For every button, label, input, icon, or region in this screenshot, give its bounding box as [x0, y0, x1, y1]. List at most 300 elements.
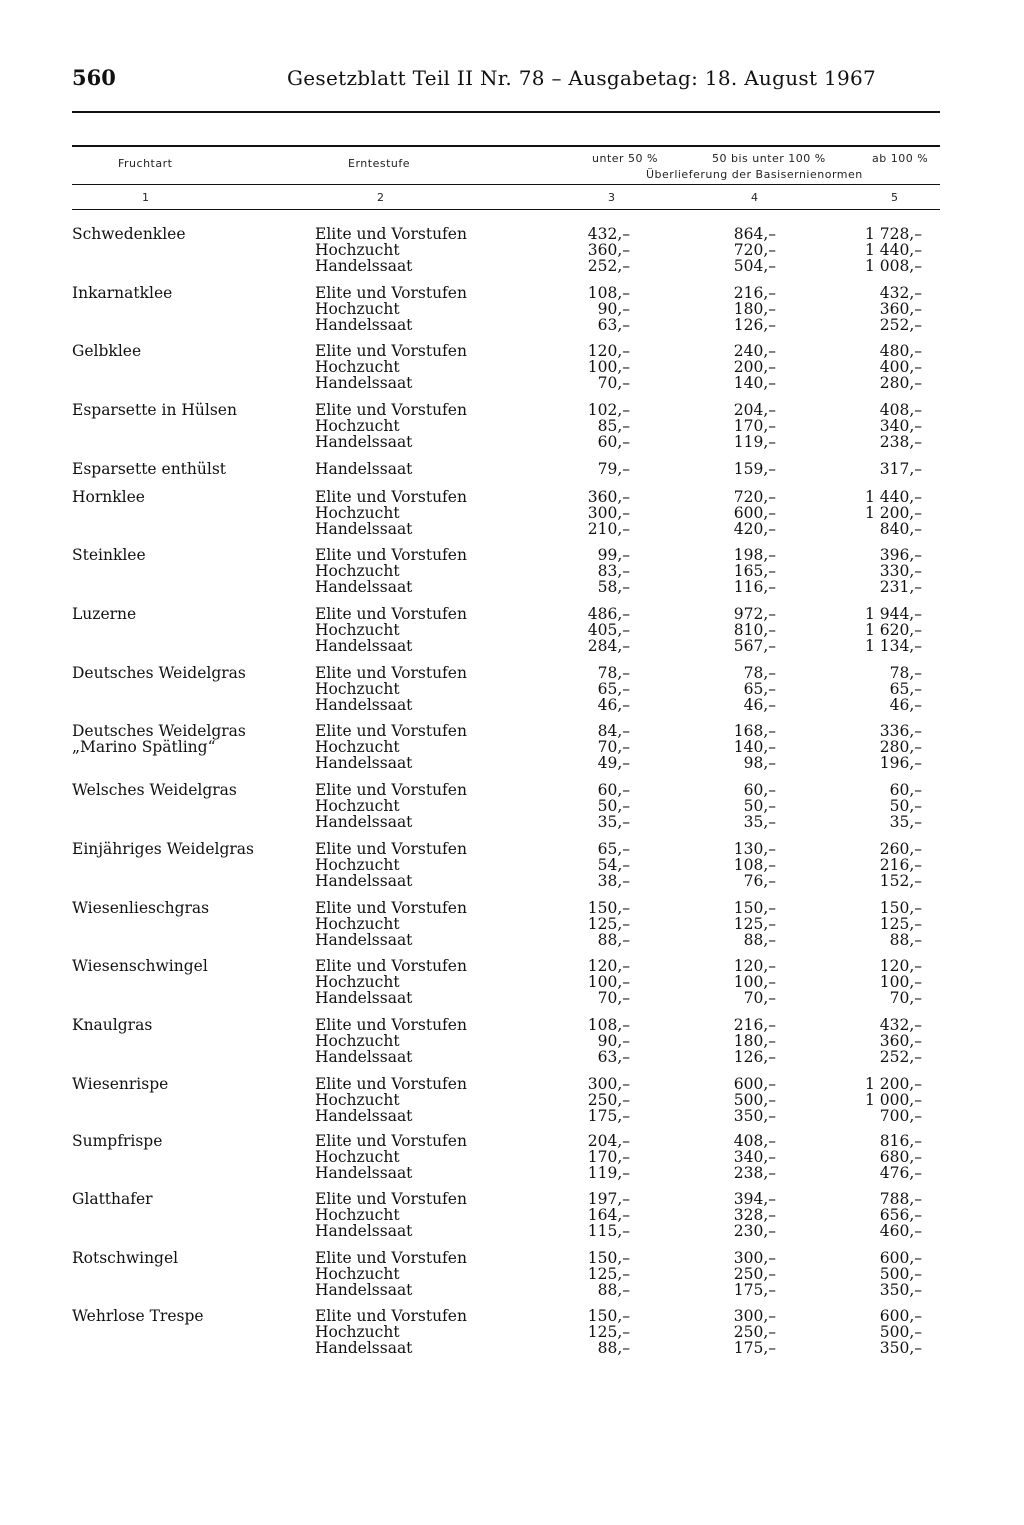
- harvest-stage: Handelssaat: [315, 637, 413, 655]
- value-under-50-column: [540, 1308, 630, 1356]
- crop-name: [72, 606, 302, 622]
- value-from-100: 317,–: [879, 460, 922, 478]
- col-number-3: 3: [608, 191, 615, 204]
- value-50-to-100-column: [690, 723, 776, 771]
- value-from-100-column: [830, 489, 922, 537]
- harvest-stage: Hochzucht: [315, 1148, 400, 1166]
- harvest-stage: Handelssaat: [315, 578, 413, 596]
- value-under-50-column: [540, 1191, 630, 1239]
- harvest-stage: Handelssaat: [315, 1222, 413, 1240]
- harvest-stage: Hochzucht: [315, 738, 400, 756]
- col-number-1: 1: [142, 191, 149, 204]
- value-50-to-100-column: [690, 1133, 776, 1181]
- value-50-to-100-column: [690, 489, 776, 537]
- value-50-to-100: 240,–: [733, 342, 776, 360]
- value-50-to-100: 300,–: [733, 1249, 776, 1267]
- harvest-stage: Hochzucht: [315, 1323, 400, 1341]
- harvest-stage: Hochzucht: [315, 358, 400, 376]
- value-from-100: 88,–: [889, 931, 922, 949]
- value-from-100: 360,–: [879, 1032, 922, 1050]
- value-50-to-100: 720,–: [733, 241, 776, 259]
- harvest-stage-list: [315, 900, 515, 948]
- value-50-to-100-column: [690, 1250, 776, 1298]
- value-50-to-100-column: [690, 1017, 776, 1065]
- value-50-to-100: 250,–: [733, 1265, 776, 1283]
- harvest-stage: Hochzucht: [315, 1206, 400, 1224]
- harvest-stage-list: [315, 1017, 515, 1065]
- harvest-stage-list: [315, 1076, 515, 1124]
- value-50-to-100: 810,–: [733, 621, 776, 639]
- value-under-50-column: [540, 1250, 630, 1298]
- value-from-100-column: [830, 1017, 922, 1065]
- harvest-stage: Hochzucht: [315, 621, 400, 639]
- value-from-100: 680,–: [879, 1148, 922, 1166]
- harvest-stage: Handelssaat: [315, 1281, 413, 1299]
- value-from-100: 476,–: [879, 1164, 922, 1182]
- value-from-100-column: [830, 900, 922, 948]
- harvest-stage: Hochzucht: [315, 856, 400, 874]
- value-50-to-100: 125,–: [733, 915, 776, 933]
- harvest-stage-list: [315, 402, 515, 450]
- crop-name-line: Knaulgras: [72, 1016, 153, 1034]
- value-under-50-column: [540, 343, 630, 391]
- value-from-100: 340,–: [879, 417, 922, 435]
- value-from-100: 1 134,–: [864, 637, 922, 655]
- value-from-100: 336,–: [879, 722, 922, 740]
- value-under-50: 70,–: [597, 989, 630, 1007]
- value-50-to-100: 50,–: [743, 797, 776, 815]
- value-50-to-100: 600,–: [733, 1075, 776, 1093]
- value-50-to-100-column: [690, 547, 776, 595]
- value-50-to-100: 180,–: [733, 1032, 776, 1050]
- crop-name: [72, 665, 302, 681]
- value-under-50-column: [540, 665, 630, 713]
- value-from-100-column: [830, 606, 922, 654]
- crop-name-line: Rotschwingel: [72, 1249, 179, 1267]
- value-50-to-100: 567,–: [733, 637, 776, 655]
- harvest-stage: Elite und Vorstufen: [315, 664, 467, 682]
- value-50-to-100: 864,–: [733, 225, 776, 243]
- harvest-stage: Handelssaat: [315, 1048, 413, 1066]
- value-from-100: 500,–: [879, 1323, 922, 1341]
- value-from-100: 330,–: [879, 562, 922, 580]
- value-50-to-100: 76,–: [743, 872, 776, 890]
- crop-name: [72, 1250, 302, 1266]
- harvest-stage: Hochzucht: [315, 973, 400, 991]
- harvest-stage-list: [315, 489, 515, 537]
- value-from-100-column: [830, 226, 922, 274]
- crop-name-line: „Marino Spätling“: [72, 738, 216, 756]
- value-50-to-100: 300,–: [733, 1307, 776, 1325]
- header-divider: [72, 184, 940, 185]
- harvest-stage: Hochzucht: [315, 797, 400, 815]
- value-from-100: 656,–: [879, 1206, 922, 1224]
- value-50-to-100-column: [690, 461, 776, 477]
- value-under-50: 432,–: [587, 225, 630, 243]
- value-50-to-100: 119,–: [733, 433, 776, 451]
- harvest-stage: Elite und Vorstufen: [315, 899, 467, 917]
- harvest-stage: Elite und Vorstufen: [315, 342, 467, 360]
- value-from-100: 100,–: [879, 973, 922, 991]
- col-head-fruchtart: Fruchtart: [118, 157, 173, 170]
- harvest-stage: Handelssaat: [315, 374, 413, 392]
- harvest-stage: Handelssaat: [315, 696, 413, 714]
- value-under-50-column: [540, 489, 630, 537]
- value-from-100: 46,–: [889, 696, 922, 714]
- value-50-to-100: 200,–: [733, 358, 776, 376]
- value-50-to-100: 230,–: [733, 1222, 776, 1240]
- value-under-50: 63,–: [597, 1048, 630, 1066]
- crop-name: [72, 900, 302, 916]
- harvest-stage: Elite und Vorstufen: [315, 840, 467, 858]
- value-under-50: 88,–: [597, 1281, 630, 1299]
- crop-name-line: Esparsette in Hülsen: [72, 401, 237, 419]
- value-from-100: 360,–: [879, 300, 922, 318]
- harvest-stage: Handelssaat: [315, 460, 413, 478]
- value-under-50-column: [540, 606, 630, 654]
- harvest-stage: Elite und Vorstufen: [315, 1190, 467, 1208]
- value-under-50: 60,–: [597, 781, 630, 799]
- value-from-100-column: [830, 343, 922, 391]
- value-from-100: 396,–: [879, 546, 922, 564]
- value-from-100-column: [830, 665, 922, 713]
- harvest-stage-list: [315, 226, 515, 274]
- value-50-to-100: 216,–: [733, 1016, 776, 1034]
- value-under-50: 90,–: [597, 300, 630, 318]
- col-head-ab-100: ab 100 %: [872, 152, 929, 165]
- col-head-unter-50: unter 50 %: [592, 152, 658, 165]
- harvest-stage: Handelssaat: [315, 813, 413, 831]
- value-50-to-100: 328,–: [733, 1206, 776, 1224]
- value-50-to-100: 340,–: [733, 1148, 776, 1166]
- value-from-100-column: [830, 723, 922, 771]
- value-from-100: 480,–: [879, 342, 922, 360]
- value-from-100: 238,–: [879, 433, 922, 451]
- value-from-100: 1 008,–: [864, 257, 922, 275]
- crop-name: [72, 841, 302, 857]
- value-under-50-column: [540, 723, 630, 771]
- value-50-to-100-column: [690, 402, 776, 450]
- value-50-to-100-column: [690, 1191, 776, 1239]
- value-under-50: 54,–: [597, 856, 630, 874]
- crop-name-line: Sumpfrispe: [72, 1132, 163, 1150]
- value-50-to-100-column: [690, 285, 776, 333]
- header-rule: [72, 111, 940, 113]
- value-under-50: 63,–: [597, 316, 630, 334]
- value-50-to-100: 65,–: [743, 680, 776, 698]
- harvest-stage: Elite und Vorstufen: [315, 546, 467, 564]
- harvest-stage: Elite und Vorstufen: [315, 1016, 467, 1034]
- value-50-to-100: 350,–: [733, 1107, 776, 1125]
- value-from-100: 700,–: [879, 1107, 922, 1125]
- col-number-5: 5: [891, 191, 898, 204]
- value-under-50: 46,–: [597, 696, 630, 714]
- harvest-stage: Handelssaat: [315, 257, 413, 275]
- harvest-stage: Elite und Vorstufen: [315, 1307, 467, 1325]
- value-50-to-100-column: [690, 606, 776, 654]
- value-50-to-100: 175,–: [733, 1339, 776, 1357]
- value-from-100-column: [830, 1076, 922, 1124]
- value-50-to-100: 120,–: [733, 957, 776, 975]
- harvest-stage: Hochzucht: [315, 562, 400, 580]
- harvest-stage-list: [315, 547, 515, 595]
- crop-name-line: Inkarnatklee: [72, 284, 173, 302]
- col-head-50-bis-100: 50 bis unter 100 %: [712, 152, 826, 165]
- value-from-100: 1 944,–: [864, 605, 922, 623]
- value-under-50-column: [540, 1076, 630, 1124]
- crop-name-line: Schwedenklee: [72, 225, 186, 243]
- harvest-stage-list: [315, 782, 515, 830]
- value-from-100: 60,–: [889, 781, 922, 799]
- value-from-100: 460,–: [879, 1222, 922, 1240]
- crop-name-line: Wiesenlieschgras: [72, 899, 210, 917]
- value-from-100: 120,–: [879, 957, 922, 975]
- crop-name: [72, 402, 302, 418]
- value-from-100: 35,–: [889, 813, 922, 831]
- harvest-stage: Elite und Vorstufen: [315, 225, 467, 243]
- value-under-50: 70,–: [597, 738, 630, 756]
- value-under-50: 284,–: [587, 637, 630, 655]
- value-under-50: 360,–: [587, 241, 630, 259]
- value-from-100: 78,–: [889, 664, 922, 682]
- value-under-50: 405,–: [587, 621, 630, 639]
- crop-name: [72, 1133, 302, 1149]
- value-from-100: 196,–: [879, 754, 922, 772]
- value-under-50: 125,–: [587, 1265, 630, 1283]
- value-50-to-100-column: [690, 343, 776, 391]
- value-under-50: 85,–: [597, 417, 630, 435]
- value-50-to-100: 70,–: [743, 989, 776, 1007]
- value-under-50: 252,–: [587, 257, 630, 275]
- crop-name: [72, 1017, 302, 1033]
- value-50-to-100: 98,–: [743, 754, 776, 772]
- crop-name-line: Einjähriges Weidelgras: [72, 840, 255, 858]
- harvest-stage-list: [315, 841, 515, 889]
- harvest-stage-list: [315, 461, 515, 477]
- value-under-50-column: [540, 226, 630, 274]
- value-under-50: 65,–: [597, 680, 630, 698]
- value-under-50-column: [540, 547, 630, 595]
- value-under-50-column: [540, 1133, 630, 1181]
- value-from-100: 350,–: [879, 1281, 922, 1299]
- value-under-50: 70,–: [597, 374, 630, 392]
- value-from-100: 400,–: [879, 358, 922, 376]
- value-50-to-100: 180,–: [733, 300, 776, 318]
- crop-name-line: Deutsches Weidelgras: [72, 722, 246, 740]
- value-50-to-100: 46,–: [743, 696, 776, 714]
- value-under-50: 99,–: [597, 546, 630, 564]
- value-from-100: 1 440,–: [864, 241, 922, 259]
- value-50-to-100: 35,–: [743, 813, 776, 831]
- value-from-100: 432,–: [879, 284, 922, 302]
- value-50-to-100: 972,–: [733, 605, 776, 623]
- value-from-100: 252,–: [879, 316, 922, 334]
- harvest-stage-list: [315, 723, 515, 771]
- value-50-to-100-column: [690, 226, 776, 274]
- harvest-stage: Elite und Vorstufen: [315, 957, 467, 975]
- value-from-100: 1 620,–: [864, 621, 922, 639]
- crop-name: [72, 343, 302, 359]
- value-under-50-column: [540, 285, 630, 333]
- value-under-50: 50,–: [597, 797, 630, 815]
- value-50-to-100: 175,–: [733, 1281, 776, 1299]
- harvest-stage-list: [315, 285, 515, 333]
- harvest-stage-list: [315, 1250, 515, 1298]
- harvest-stage: Hochzucht: [315, 1091, 400, 1109]
- value-under-50: 78,–: [597, 664, 630, 682]
- crop-name: [72, 782, 302, 798]
- value-under-50: 100,–: [587, 973, 630, 991]
- crop-name: [72, 489, 302, 505]
- value-under-50: 83,–: [597, 562, 630, 580]
- value-50-to-100: 216,–: [733, 284, 776, 302]
- harvest-stage: Hochzucht: [315, 1032, 400, 1050]
- harvest-stage-list: [315, 958, 515, 1006]
- crop-name-line: Deutsches Weidelgras: [72, 664, 246, 682]
- crop-name: [72, 958, 302, 974]
- harvest-stage-list: [315, 606, 515, 654]
- value-from-100-column: [830, 782, 922, 830]
- value-50-to-100: 78,–: [743, 664, 776, 682]
- value-50-to-100: 720,–: [733, 488, 776, 506]
- value-under-50: 120,–: [587, 957, 630, 975]
- harvest-stage: Elite und Vorstufen: [315, 1075, 467, 1093]
- value-under-50: 88,–: [597, 1339, 630, 1357]
- value-under-50: 84,–: [597, 722, 630, 740]
- value-50-to-100: 165,–: [733, 562, 776, 580]
- value-from-100: 70,–: [889, 989, 922, 1007]
- value-50-to-100: 126,–: [733, 1048, 776, 1066]
- page-number: 560: [72, 65, 116, 90]
- value-under-50: 58,–: [597, 578, 630, 596]
- value-under-50: 197,–: [587, 1190, 630, 1208]
- crop-name: [72, 547, 302, 563]
- value-under-50: 150,–: [587, 899, 630, 917]
- col-number-2: 2: [377, 191, 384, 204]
- value-50-to-100: 420,–: [733, 520, 776, 538]
- value-50-to-100: 108,–: [733, 856, 776, 874]
- value-50-to-100: 204,–: [733, 401, 776, 419]
- harvest-stage: Handelssaat: [315, 316, 413, 334]
- value-from-100-column: [830, 1250, 922, 1298]
- value-50-to-100: 100,–: [733, 973, 776, 991]
- crop-name: [72, 1308, 302, 1324]
- value-under-50: 108,–: [587, 284, 630, 302]
- harvest-stage: Hochzucht: [315, 417, 400, 435]
- value-50-to-100-column: [690, 1076, 776, 1124]
- value-under-50: 210,–: [587, 520, 630, 538]
- value-from-100: 1 200,–: [864, 504, 922, 522]
- value-from-100: 1 200,–: [864, 1075, 922, 1093]
- value-from-100-column: [830, 547, 922, 595]
- value-from-100-column: [830, 402, 922, 450]
- harvest-stage: Elite und Vorstufen: [315, 488, 467, 506]
- value-under-50: 100,–: [587, 358, 630, 376]
- value-from-100: 840,–: [879, 520, 922, 538]
- harvest-stage: Elite und Vorstufen: [315, 284, 467, 302]
- value-under-50: 38,–: [597, 872, 630, 890]
- crop-name: [72, 723, 302, 755]
- crop-name-line: Wiesenrispe: [72, 1075, 169, 1093]
- harvest-stage: Elite und Vorstufen: [315, 401, 467, 419]
- value-under-50: 125,–: [587, 1323, 630, 1341]
- value-from-100: 1 000,–: [864, 1091, 922, 1109]
- value-under-50: 300,–: [587, 504, 630, 522]
- value-under-50: 150,–: [587, 1249, 630, 1267]
- value-50-to-100: 238,–: [733, 1164, 776, 1182]
- value-50-to-100: 500,–: [733, 1091, 776, 1109]
- crop-name: [72, 1191, 302, 1207]
- harvest-stage: Handelssaat: [315, 1107, 413, 1125]
- harvest-stage: Hochzucht: [315, 915, 400, 933]
- value-from-100: 280,–: [879, 738, 922, 756]
- value-from-100: 432,–: [879, 1016, 922, 1034]
- value-from-100: 125,–: [879, 915, 922, 933]
- value-under-50: 115,–: [587, 1222, 630, 1240]
- numbers-divider: [72, 209, 940, 210]
- value-50-to-100: 168,–: [733, 722, 776, 740]
- value-from-100: 252,–: [879, 1048, 922, 1066]
- value-50-to-100: 198,–: [733, 546, 776, 564]
- value-from-100-column: [830, 958, 922, 1006]
- value-under-50: 60,–: [597, 433, 630, 451]
- harvest-stage: Hochzucht: [315, 241, 400, 259]
- value-50-to-100: 116,–: [733, 578, 776, 596]
- value-under-50-column: [540, 841, 630, 889]
- crop-name-line: Wehrlose Trespe: [72, 1307, 204, 1325]
- value-50-to-100: 140,–: [733, 738, 776, 756]
- header-title: Gesetzblatt Teil II Nr. 78 – Ausgabetag: 18. August 1967: [287, 66, 877, 90]
- value-under-50: 90,–: [597, 1032, 630, 1050]
- value-under-50-column: [540, 782, 630, 830]
- value-from-100: 65,–: [889, 680, 922, 698]
- value-under-50-column: [540, 900, 630, 948]
- crop-name: [72, 461, 302, 477]
- value-under-50: 108,–: [587, 1016, 630, 1034]
- value-under-50: 88,–: [597, 931, 630, 949]
- value-from-100: 500,–: [879, 1265, 922, 1283]
- harvest-stage: Hochzucht: [315, 680, 400, 698]
- harvest-stage-list: [315, 1133, 515, 1181]
- value-under-50: 204,–: [587, 1132, 630, 1150]
- value-from-100: 1 728,–: [864, 225, 922, 243]
- value-50-to-100-column: [690, 900, 776, 948]
- harvest-stage: Hochzucht: [315, 300, 400, 318]
- harvest-stage: Hochzucht: [315, 504, 400, 522]
- harvest-stage: Hochzucht: [315, 1265, 400, 1283]
- crop-name-line: Luzerne: [72, 605, 137, 623]
- harvest-stage: Elite und Vorstufen: [315, 781, 467, 799]
- value-50-to-100: 504,–: [733, 257, 776, 275]
- value-50-to-100: 140,–: [733, 374, 776, 392]
- value-50-to-100: 150,–: [733, 899, 776, 917]
- value-50-to-100-column: [690, 665, 776, 713]
- harvest-stage: Handelssaat: [315, 1339, 413, 1357]
- value-from-100: 816,–: [879, 1132, 922, 1150]
- value-under-50: 250,–: [587, 1091, 630, 1109]
- value-from-100-column: [830, 841, 922, 889]
- value-from-100: 152,–: [879, 872, 922, 890]
- value-from-100: 350,–: [879, 1339, 922, 1357]
- value-from-100: 280,–: [879, 374, 922, 392]
- value-50-to-100: 60,–: [743, 781, 776, 799]
- col-head-erntestufe: Erntestufe: [348, 157, 410, 170]
- harvest-stage: Handelssaat: [315, 1164, 413, 1182]
- value-50-to-100: 170,–: [733, 417, 776, 435]
- harvest-stage: Handelssaat: [315, 872, 413, 890]
- crop-name-line: Welsches Weidelgras: [72, 781, 237, 799]
- value-under-50: 175,–: [587, 1107, 630, 1125]
